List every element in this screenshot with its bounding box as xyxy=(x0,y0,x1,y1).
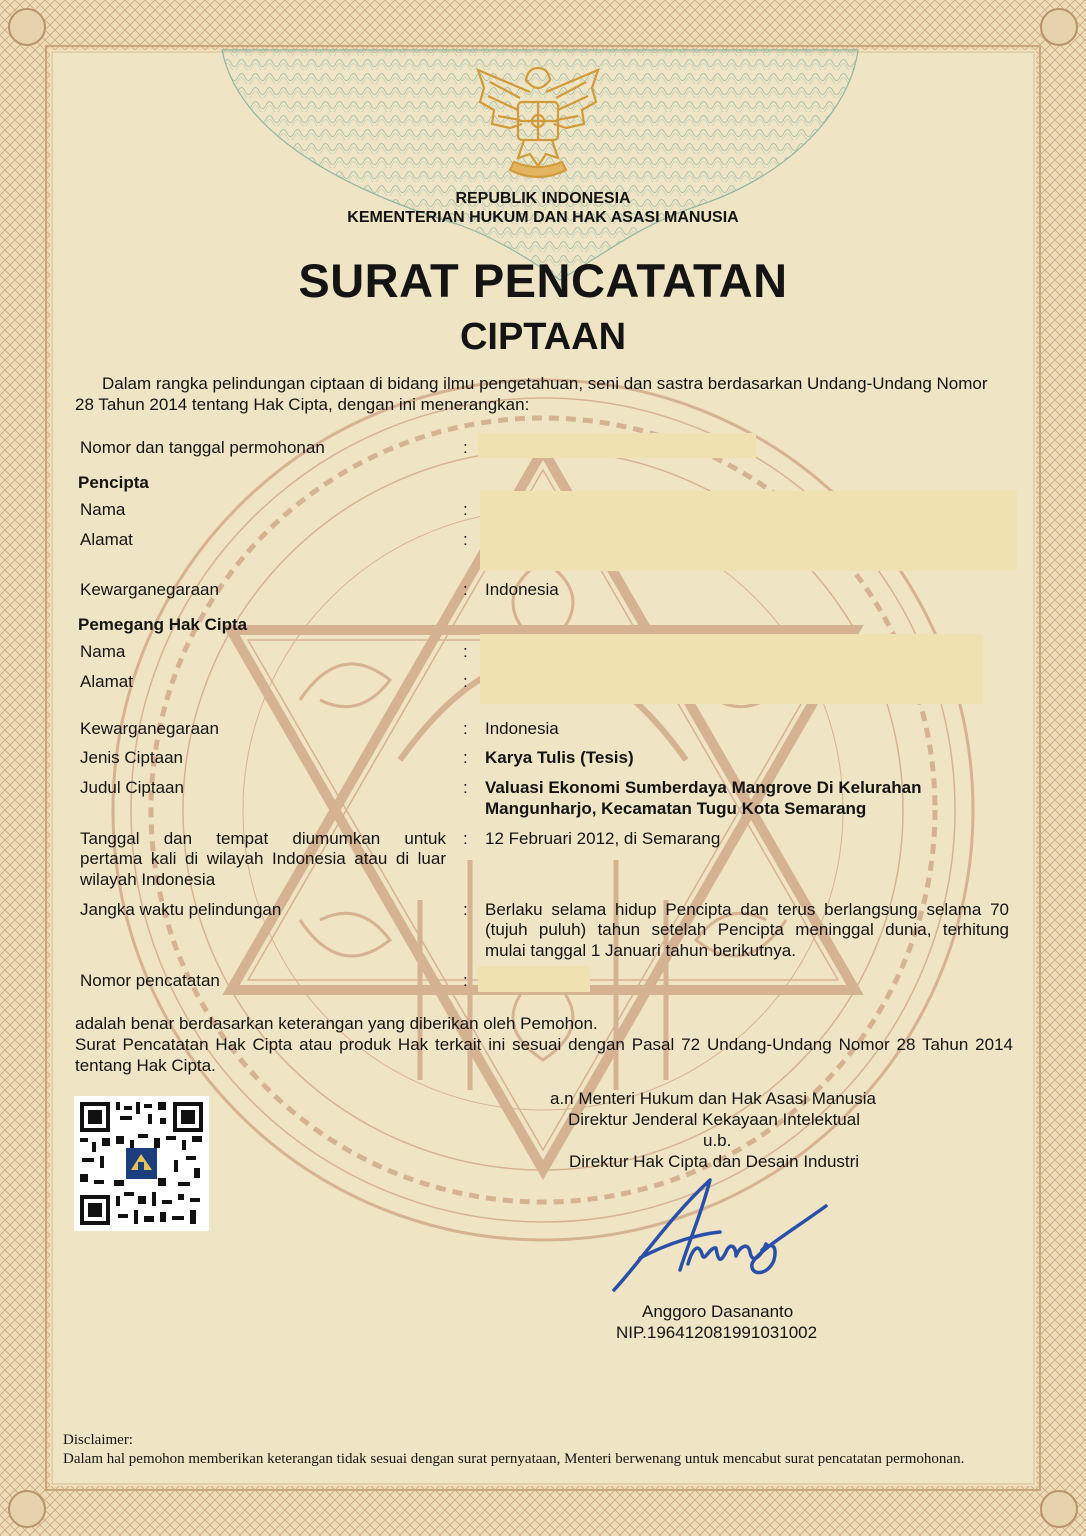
creator-address-label: Alamat xyxy=(80,530,133,549)
creation-type-value: Karya Tulis (Tesis) xyxy=(485,748,634,767)
intro-line-2: 28 Tahun 2014 tentang Hak Cipta, dengan ini menerangkan: xyxy=(75,395,530,414)
announcement-value: 12 Februari 2012, di Semarang xyxy=(485,829,721,848)
colon: : xyxy=(463,580,468,599)
announcement-label-line-2: pertama kali di wilayah Indonesia atau di luar xyxy=(80,849,446,868)
signature-line-4: Direktur Hak Cipta dan Desain Industri xyxy=(569,1152,860,1171)
closing-line-1: adalah benar berdasarkan keterangan yang diberikan oleh Pemohon. xyxy=(75,1014,598,1033)
protection-period-label: Jangka waktu pelindungan xyxy=(80,900,282,919)
colon: : xyxy=(463,719,468,738)
creation-title-value-line-1: Valuasi Ekonomi Sumberdaya Mangrove Di Kelurahan xyxy=(485,778,922,797)
creator-name-label: Nama xyxy=(80,500,126,519)
announcement-label-line-3: wilayah Indonesia xyxy=(80,870,216,889)
qr-code-icon xyxy=(74,1096,209,1231)
colon: : xyxy=(463,829,468,848)
colon: : xyxy=(463,672,468,691)
disclaimer-label: Disclaimer: xyxy=(63,1432,133,1448)
document-title: SURAT PENCATATAN xyxy=(298,254,788,307)
signatory-nip: NIP.196412081991031002 xyxy=(616,1323,818,1342)
closing-line-3: tentang Hak Cipta. xyxy=(75,1056,216,1075)
colon: : xyxy=(463,500,468,519)
colon: : xyxy=(463,971,468,990)
closing-line-2: Surat Pencatatan Hak Cipta atau produk Hak terkait ini sesuai dengan Pasal 72 Undang-Undang Nomor 28 Tahun 2014 xyxy=(75,1035,1013,1054)
ministry-name: KEMENTERIAN HUKUM DAN HAK ASASI MANUSIA xyxy=(347,209,739,226)
handwritten-signature xyxy=(600,1172,840,1302)
colon: : xyxy=(463,530,468,549)
creator-citizenship-value: Indonesia xyxy=(485,580,559,599)
protection-value-line-2: (tujuh puluh) tahun setelah Pencipta meninggal dunia, terhitung xyxy=(485,920,1009,939)
intro-line-1: Dalam rangka pelindungan ciptaan di bidang ilmu pengetahuan, seni dan sastra berdasarkan Undang-Undang Nomor xyxy=(102,374,988,393)
signature-line-2: Direktur Jenderal Kekayaan Intelektual xyxy=(568,1110,860,1129)
redacted-record-number xyxy=(478,966,590,992)
redacted-holder-details xyxy=(480,634,983,704)
disclaimer-text: Dalam hal pemohon memberikan keterangan tidak sesuai dengan surat pernyataan, Menteri berwenang untuk mencabut surat pencatatan permohonan. xyxy=(63,1451,965,1467)
colon: : xyxy=(463,642,468,661)
holder-citizenship-value: Indonesia xyxy=(485,719,559,738)
garuda-emblem-icon xyxy=(470,58,606,188)
holder-section-heading: Pemegang Hak Cipta xyxy=(78,615,248,634)
country-name: REPUBLIK INDONESIA xyxy=(455,190,631,207)
protection-value-line-3: mulai tanggal 1 Januari tahun berikutnya. xyxy=(485,941,796,960)
creation-title-label: Judul Ciptaan xyxy=(80,778,184,797)
signature-line-3: u.b. xyxy=(703,1131,732,1150)
signatory-name: Anggoro Dasananto xyxy=(642,1302,794,1321)
colon: : xyxy=(463,748,468,767)
redacted-creator-details xyxy=(480,491,1017,571)
holder-citizenship-label: Kewarganegaraan xyxy=(80,719,219,738)
holder-name-label: Nama xyxy=(80,642,126,661)
creator-citizenship-label: Kewarganegaraan xyxy=(80,580,219,599)
record-number-label: Nomor pencatatan xyxy=(80,971,220,990)
document-subtitle: CIPTAAN xyxy=(459,316,627,358)
colon: : xyxy=(463,778,468,797)
creator-section-heading: Pencipta xyxy=(78,473,149,492)
creation-type-label: Jenis Ciptaan xyxy=(80,748,184,767)
holder-address-label: Alamat xyxy=(80,672,133,691)
announcement-label-line-1: Tanggal dan tempat diumumkan untuk xyxy=(80,829,446,848)
redacted-application-number xyxy=(478,433,756,458)
application-label: Nomor dan tanggal permohonan xyxy=(80,438,325,457)
signature-line-1: a.n Menteri Hukum dan Hak Asasi Manusia xyxy=(550,1089,876,1108)
colon: : xyxy=(463,438,468,457)
protection-value-line-1: Berlaku selama hidup Pencipta dan terus berlangsung selama 70 xyxy=(485,900,1009,919)
colon: : xyxy=(463,900,468,919)
creation-title-value-line-2: Mangunharjo, Kecamatan Tugu Kota Semarang xyxy=(485,799,867,818)
